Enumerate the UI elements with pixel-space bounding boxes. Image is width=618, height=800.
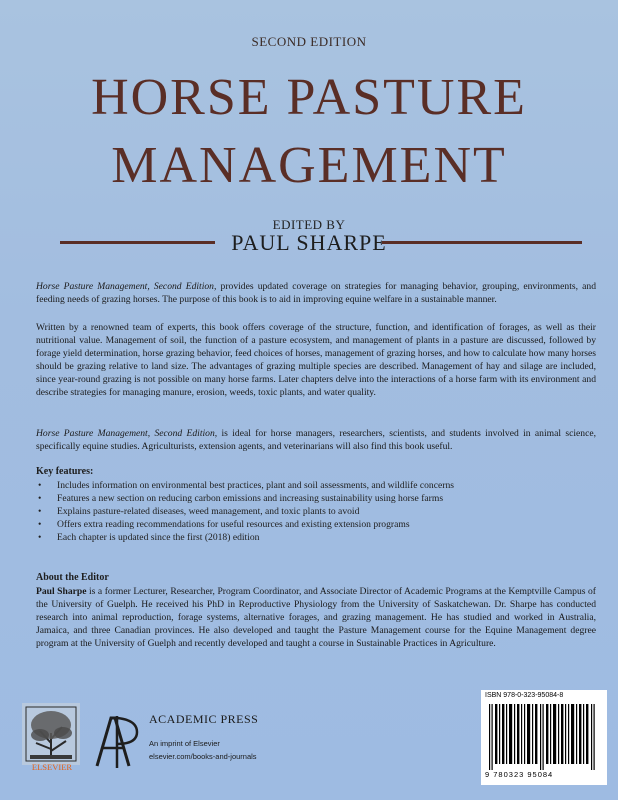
key-feature-item xyxy=(36,492,454,505)
key-feature-text: Each chapter is updated since the first (2018) edition xyxy=(57,532,260,543)
key-feature-text: Features a new section on reducing carbon emissions and increasing sustainability using horse farms xyxy=(57,493,444,504)
isbn-barcode xyxy=(481,690,607,785)
editor-name: PAUL SHARPE xyxy=(231,230,387,255)
imprint-line: An imprint of Elsevier xyxy=(149,739,220,748)
description-paragraph-2: Written by a renowned team of experts, this book offers coverage of the structure, function, and identification of forages, as well as their nutritional value. Management of soil, the function of a pasture ecosystem, and management of plants in a pasture are discussed, followed by forage yield determination, horse grazing behavior, feed choices of horses, management of grazing horses, and how to calculate how many horses should be grazing relative to land size. The advantages of grazing multiple species are described. Management of hay and silage are included, since year-round grazing is not possible on many horse farms. Later chapters delve into the interactions of a horse farm with its environment and describe strategies for managing manure, erosion, weeds, toxic plants, and water quality. xyxy=(36,322,596,398)
elsevier-tree-logo xyxy=(22,703,80,765)
editor-bio-name: Paul Sharpe xyxy=(36,586,87,597)
academic-press-logo xyxy=(93,712,139,770)
edition-label: SECOND EDITION xyxy=(251,34,367,49)
paragraph-text: is ideal for horse managers, researchers, scientists, and students involved in animal science, specifically equine studies. Agriculturists, extension agents, and veterinarians will also find this book useful. xyxy=(36,428,596,452)
title-line-1: HORSE PASTURE xyxy=(91,69,527,126)
key-features-heading: Key features: xyxy=(36,466,94,477)
key-feature-item xyxy=(36,531,454,544)
key-feature-text: Offers extra reading recommendations for useful resources and existing extension programs xyxy=(57,519,410,530)
about-editor-heading: About the Editor xyxy=(36,572,109,583)
paragraph-text: provides updated coverage on strategies for managing behavior, grouping, environments, and feeding needs of grazing horses. The purpose of this book is to aid in improving equine welfare in a sustainable manner. xyxy=(36,281,596,305)
description-paragraph-3 xyxy=(36,427,596,453)
key-features-list xyxy=(36,479,454,544)
description-paragraph-1 xyxy=(36,280,596,306)
bullet-icon: • xyxy=(38,493,42,504)
bullet-icon: • xyxy=(38,532,42,543)
bullet-icon: • xyxy=(38,480,42,491)
editor-bio-text: is a former Lecturer, Researcher, Program Coordinator, and Associate Director of Academic Programs at the Kemptville Campus of the University of Guelph. He received his PhD in Reproductive Physiology from the University of Saskatchewan. Dr. Sharpe has conducted research into animal reproduction, forage systems, alternative forages, and grazing management. He has studied and worked in Australia, Jamaica, and three Canadian provinces. He also developed and taught the Pasture Management course for the Equine Management degree program at the University of Guelph and recently developed and taught a course in Sustainable Practices in Agriculture. xyxy=(36,586,596,649)
key-feature-item xyxy=(36,505,454,518)
bullet-icon: • xyxy=(38,519,42,530)
book-title-italic: Horse Pasture Management, Second Edition, xyxy=(36,428,218,439)
academic-press-name: ACADEMIC PRESS xyxy=(149,712,259,726)
bullet-icon: • xyxy=(38,506,42,517)
book-title-italic: Horse Pasture Management, Second Edition, xyxy=(36,281,217,292)
key-feature-item xyxy=(36,518,454,531)
about-editor-text xyxy=(36,585,596,650)
barcode-bars xyxy=(487,704,599,770)
isbn-label: ISBN 978-0-323-95084-8 xyxy=(485,692,564,699)
publisher-url: elsevier.com/books-and-journals xyxy=(149,752,257,761)
key-feature-text: Explains pasture-related diseases, weed management, and toxic plants to avoid xyxy=(57,506,360,517)
edited-by-label: EDITED BY xyxy=(272,217,346,232)
title-line-2: MANAGEMENT xyxy=(111,137,507,194)
elsevier-wordmark: ELSEVIER xyxy=(31,762,73,772)
barcode-digits: 9 780323 95084 xyxy=(485,770,554,779)
key-feature-item xyxy=(36,479,454,492)
key-feature-text: Includes information on environmental best practices, plant and soil assessments, and wildlife concerns xyxy=(57,480,454,491)
